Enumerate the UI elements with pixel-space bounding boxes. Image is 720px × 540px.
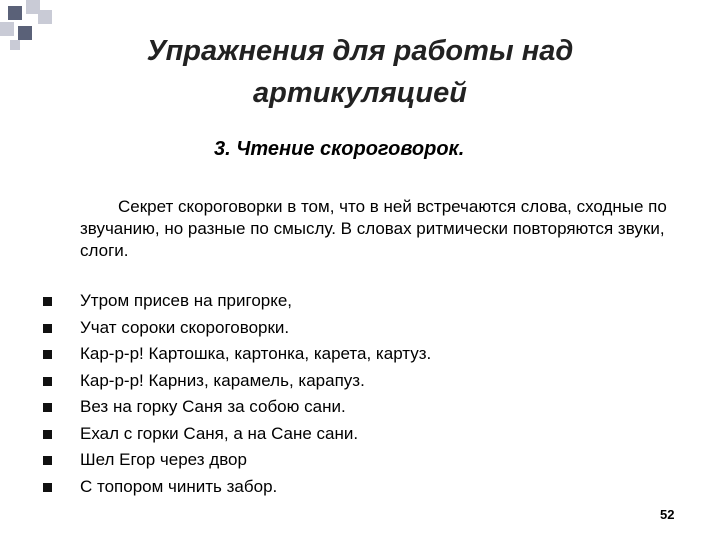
list-item — [40, 474, 431, 501]
list-item-text: Кар-р-р! Карниз, карамель, карапуз. — [80, 370, 365, 390]
deco-square — [8, 6, 22, 20]
bullet-icon — [43, 377, 52, 386]
list-item-text: Ехал с горки Саня, а на Сане сани. — [80, 423, 359, 443]
section-subtitle: 3. Чтение скороговорок. — [214, 138, 465, 160]
bullet-icon — [43, 350, 52, 359]
page-number: 52 — [660, 507, 675, 522]
list-item — [40, 394, 431, 421]
list-item — [40, 288, 431, 315]
deco-square — [10, 40, 20, 50]
list-item-text: Утром присев на пригорке, — [80, 291, 293, 310]
list-item-text: Вез на горку Саня за собою сани. — [80, 397, 346, 416]
bullet-icon — [43, 297, 52, 306]
list-item — [40, 315, 431, 342]
title-line-2: артикуляцией — [253, 77, 467, 109]
list-item-text: С топором чинить забор. — [80, 476, 278, 496]
list-item — [40, 421, 431, 448]
intro-paragraph: Секрет скороговорки в том, что в ней встречаются слова, сходные по звучанию, но разные по смыслу. В словах ритмически повторяются звуки, слоги. — [80, 197, 667, 260]
bullet-icon — [43, 430, 52, 439]
bullet-icon — [43, 324, 52, 333]
tongue-twister-list — [40, 288, 431, 500]
title-line-1: Упражнения для работы над — [146, 35, 574, 67]
list-item — [40, 341, 431, 368]
deco-square — [0, 22, 14, 36]
list-item — [40, 368, 431, 395]
list-item-text: Шел Егор через двор — [80, 450, 247, 469]
list-item-text: Учат сороки скороговорки. — [80, 317, 290, 337]
page-title — [80, 30, 640, 114]
bullet-icon — [43, 483, 52, 492]
deco-square — [38, 10, 52, 24]
list-item — [40, 447, 431, 474]
deco-square — [18, 26, 32, 40]
bullet-icon — [43, 456, 52, 465]
list-item-text: Кар-р-р! Картошка, картонка, карета, картуз. — [80, 344, 432, 363]
bullet-icon — [43, 403, 52, 412]
